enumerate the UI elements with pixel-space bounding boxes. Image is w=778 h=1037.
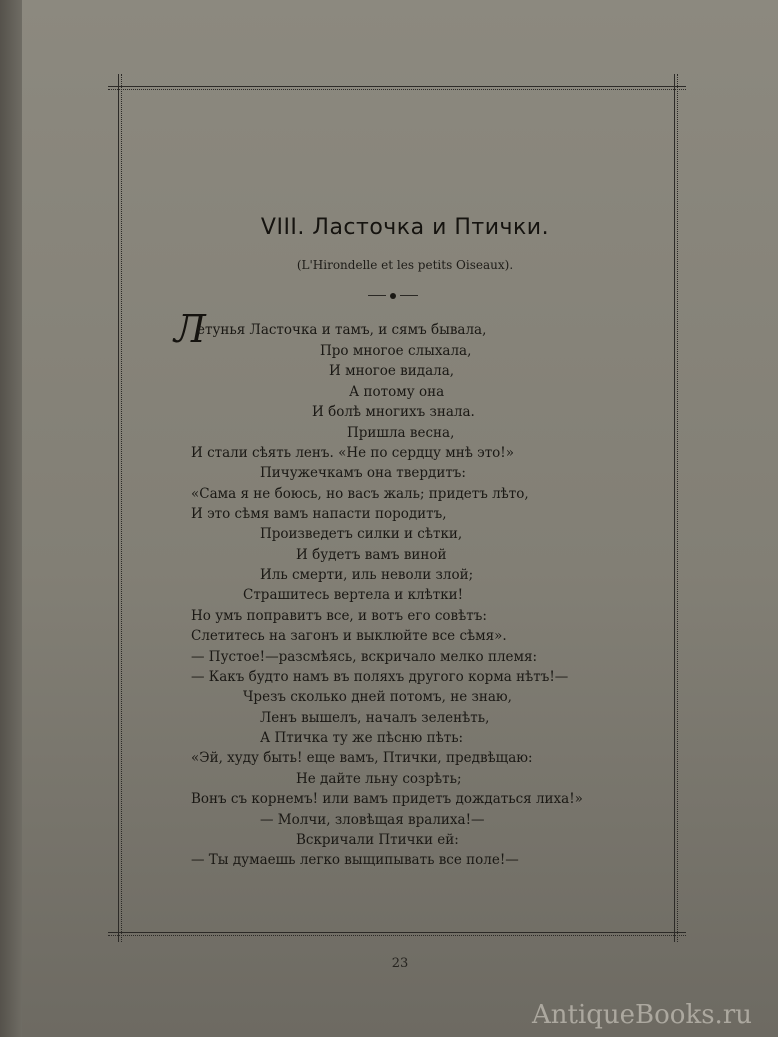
poem-title: VIII. Ласточка и Птички. bbox=[260, 215, 550, 240]
frame-left bbox=[118, 74, 122, 942]
poem-line: А потому она bbox=[349, 384, 445, 400]
poem-line: И будетъ вамъ виной bbox=[296, 547, 447, 563]
divider-ornament bbox=[368, 293, 418, 299]
poem-line: И это сѣмя вамъ напасти породитъ, bbox=[191, 506, 447, 522]
book-spine bbox=[0, 0, 22, 1037]
poem-line: Страшитесь вертела и клѣтки! bbox=[243, 587, 464, 603]
poem-line: Пичужечкамъ она твердитъ: bbox=[260, 465, 466, 481]
poem-line: Но умъ поправитъ все, и вотъ его совѣтъ: bbox=[191, 608, 487, 624]
poem-line: И многое видала, bbox=[329, 363, 455, 379]
poem-line: А Птичка ту же пѣсню пѣть: bbox=[260, 730, 464, 746]
frame-top bbox=[108, 86, 686, 90]
poem-line: И болѣ многихъ знала. bbox=[312, 404, 475, 420]
poem-line: Слетитесь на загонъ и выклюйте все сѣмя». bbox=[191, 628, 507, 644]
poem-line: — Какъ будто намъ въ поляхъ другого корма нѣтъ!— bbox=[191, 669, 569, 685]
poem-line: Пришла весна, bbox=[347, 425, 455, 441]
poem-line: Ленъ вышелъ, началъ зеленѣть, bbox=[260, 710, 490, 726]
poem-line: «Эй, худу быть! еще вамъ, Птички, предвѣщаю: bbox=[191, 750, 533, 766]
poem-line: Не дайте льну созрѣть; bbox=[296, 771, 462, 787]
ornament-dot-icon bbox=[390, 293, 396, 299]
frame-bottom bbox=[108, 932, 686, 936]
poem-line: Иль смерти, иль неволи злой; bbox=[260, 567, 474, 583]
poem-line: Вонъ съ корнемъ! или вамъ придетъ дождаться лиха!» bbox=[191, 791, 583, 807]
watermark: AntiqueBooks.ru bbox=[531, 1000, 752, 1030]
drop-cap: Л bbox=[174, 307, 206, 351]
frame-right bbox=[674, 74, 678, 942]
page-number: 23 bbox=[391, 956, 409, 971]
poem-line: — Пустое!—разсмѣясь, вскричало мелко племя: bbox=[191, 649, 538, 665]
poem-line: «Сама я не боюсь, но васъ жаль; придетъ лѣто, bbox=[191, 486, 529, 502]
poem-line: — Молчи, зловѣщая вралиха!— bbox=[260, 812, 485, 828]
poem-line: Произведетъ силки и сѣтки, bbox=[260, 526, 463, 542]
poem-line: Про многое слыхала, bbox=[320, 343, 472, 359]
poem-line: Вскричали Птички ей: bbox=[296, 832, 459, 848]
poem-subtitle: (L'Hirondelle et les petits Oiseaux). bbox=[296, 258, 514, 272]
poem-line: — Ты думаешь легко выщипывать все поле!— bbox=[191, 852, 519, 868]
poem-line: Чрезъ сколько дней потомъ, не знаю, bbox=[243, 689, 512, 705]
poem-line: И стали сѣять ленъ. «Не по сердцу мнѣ это!» bbox=[191, 445, 514, 461]
poem-line: етунья Ласточка и тамъ, и сямъ бывала, bbox=[197, 322, 487, 338]
